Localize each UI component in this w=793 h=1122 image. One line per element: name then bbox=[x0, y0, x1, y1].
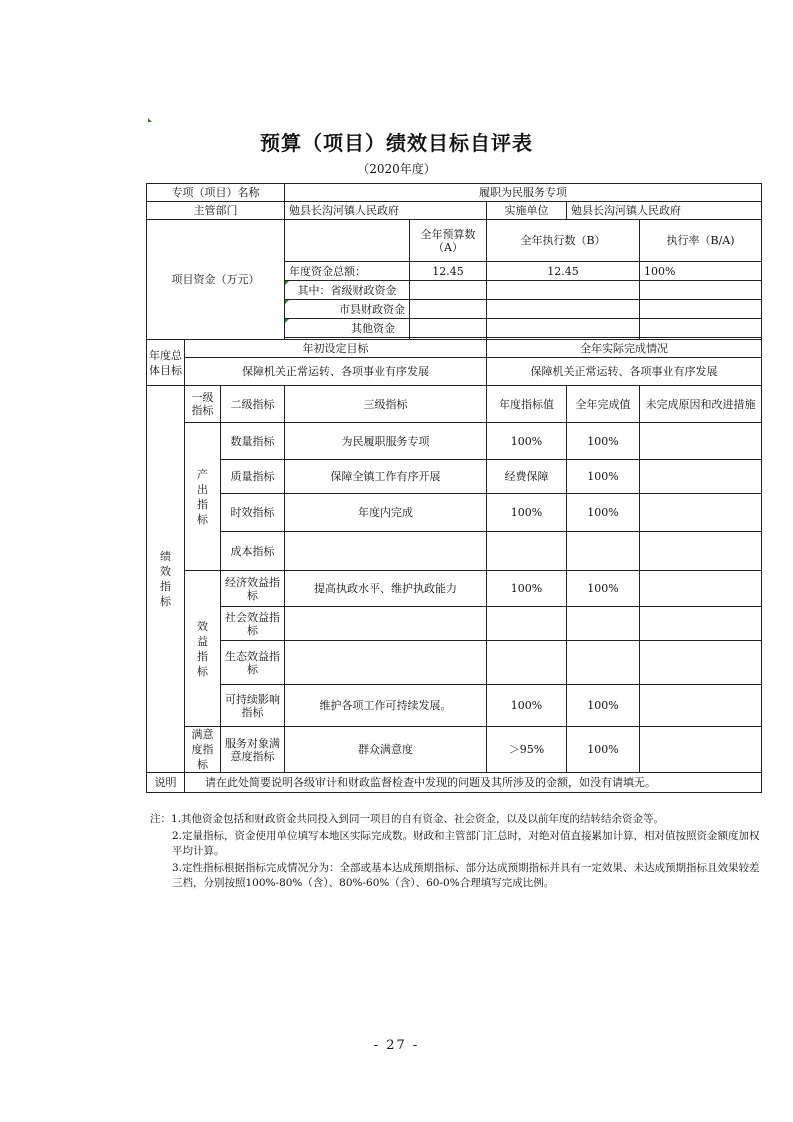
self-evaluation-table bbox=[146, 183, 762, 793]
note-label: 说明 bbox=[147, 773, 185, 793]
dept-row bbox=[147, 202, 762, 220]
indicator-row bbox=[147, 685, 762, 727]
indicator-row bbox=[147, 460, 762, 494]
other-budget bbox=[410, 319, 487, 338]
header-level1: 一级指标 bbox=[185, 386, 221, 423]
footnote-2: 2.定量指标，资金使用单位填写本地区实际完成数。财政和主管部门汇总时，对绝对值直接累加计算，相对值按照资金额度加权平均计算。 bbox=[172, 830, 760, 857]
indicator-row bbox=[147, 727, 762, 773]
target-cell: 100% bbox=[487, 571, 567, 607]
level3-cell: 年度内完成 bbox=[285, 494, 487, 532]
actual-cell bbox=[567, 532, 640, 571]
level2-cell: 生态效益指标 bbox=[221, 641, 285, 685]
note-value: 请在此处简要说明各级审计和财政监督检查中发现的问题及其所涉及的金额，如没有请填无。 bbox=[185, 773, 762, 793]
level3-cell: 保障全镇工作有序开展 bbox=[285, 460, 487, 494]
goal-set-value: 保障机关正常运转、各项事业有序发展 bbox=[185, 358, 487, 386]
reason-cell bbox=[640, 494, 762, 532]
benefit-label: 效益指标 bbox=[185, 571, 221, 727]
level3-cell bbox=[285, 532, 487, 571]
actual-cell: 100% bbox=[567, 423, 640, 460]
dept-value: 勉县长沟河镇人民政府 bbox=[285, 202, 487, 220]
target-cell: 100% bbox=[487, 494, 567, 532]
indicator-row bbox=[147, 532, 762, 571]
level2-cell: 数量指标 bbox=[221, 423, 285, 460]
col-rate: 执行率（B/A) bbox=[640, 220, 762, 262]
actual-cell: 100% bbox=[567, 460, 640, 494]
level3-cell: 提高执政水平、维护执政能力 bbox=[285, 571, 487, 607]
actual-cell bbox=[567, 641, 640, 685]
footnotes bbox=[150, 812, 762, 893]
reason-cell bbox=[640, 607, 762, 641]
goal-actual-header: 全年实际完成情况 bbox=[487, 340, 762, 358]
provincial-budget bbox=[410, 281, 487, 300]
reason-cell bbox=[640, 685, 762, 727]
target-cell: 100% bbox=[487, 423, 567, 460]
level2-cell: 时效指标 bbox=[221, 494, 285, 532]
target-cell: 经费保障 bbox=[487, 460, 567, 494]
actual-cell: 100% bbox=[567, 494, 640, 532]
goal-set-header: 年初设定目标 bbox=[185, 340, 487, 358]
level3-cell bbox=[285, 607, 487, 641]
satisfaction-label: 满意度指标 bbox=[185, 727, 221, 773]
provincial-label: 其中：省级财政资金 bbox=[285, 281, 410, 300]
col-budget: 全年预算数（A） bbox=[410, 220, 487, 262]
actual-cell: 100% bbox=[567, 727, 640, 773]
col-executed: 全年执行数（B） bbox=[487, 220, 640, 262]
header-actual: 全年完成值 bbox=[567, 386, 640, 423]
target-cell bbox=[487, 641, 567, 685]
page-title: 预算（项目）绩效目标自评表 bbox=[260, 131, 533, 155]
actual-cell: 100% bbox=[567, 571, 640, 607]
header-reason: 未完成原因和改进措施 bbox=[640, 386, 762, 423]
impl-value: 勉县长沟河镇人民政府 bbox=[567, 202, 762, 220]
target-cell bbox=[487, 532, 567, 571]
other-executed bbox=[487, 319, 640, 338]
dept-label: 主管部门 bbox=[147, 202, 285, 220]
level2-cell: 成本指标 bbox=[221, 532, 285, 571]
level2-cell: 经济效益指标 bbox=[221, 571, 285, 607]
total-label: 年度资金总额： bbox=[285, 262, 410, 281]
total-rate: 100% bbox=[640, 262, 762, 281]
city-label: 市县财政资金 bbox=[285, 300, 410, 319]
target-cell bbox=[487, 607, 567, 641]
target-cell: ＞95% bbox=[487, 727, 567, 773]
goal-value-row bbox=[147, 358, 762, 386]
header-level3: 三级指标 bbox=[285, 386, 487, 423]
level3-cell bbox=[285, 641, 487, 685]
reason-cell bbox=[640, 460, 762, 494]
city-executed bbox=[487, 300, 640, 319]
header-level2: 二级指标 bbox=[221, 386, 285, 423]
indicator-label: 绩效指标 bbox=[147, 386, 185, 773]
level3-cell: 为民履职服务专项 bbox=[285, 423, 487, 460]
indicator-row bbox=[147, 423, 762, 460]
reason-cell bbox=[640, 641, 762, 685]
city-budget bbox=[410, 300, 487, 319]
year-subtitle: （2020年度） bbox=[357, 162, 436, 176]
header-target: 年度指标值 bbox=[487, 386, 567, 423]
total-executed: 12.45 bbox=[487, 262, 640, 281]
footnote-3: 3.定性指标根据指标完成情况分为：全部或基本达成预期指标、部分达成预期指标并具有一定效果、未达成预期指标且效果较差三档，分别按照100%-80%（含）、80%-60%（含）、60-0%合理填写完成比例。 bbox=[172, 862, 760, 889]
provincial-executed bbox=[487, 281, 640, 300]
funds-header-row bbox=[147, 220, 762, 262]
page-number: - 27 - bbox=[373, 1038, 420, 1053]
note-row bbox=[147, 773, 762, 793]
reason-cell bbox=[640, 423, 762, 460]
output-label: 产出指标 bbox=[185, 423, 221, 571]
indicator-row bbox=[147, 571, 762, 607]
level2-cell: 质量指标 bbox=[221, 460, 285, 494]
level2-cell: 可持续影响指标 bbox=[221, 685, 285, 727]
other-rate bbox=[640, 319, 762, 338]
level2-cell: 服务对象满意度指标 bbox=[221, 727, 285, 773]
city-rate bbox=[640, 300, 762, 319]
indicator-row bbox=[147, 641, 762, 685]
funds-label: 项目资金（万元） bbox=[147, 220, 285, 340]
goal-header-row bbox=[147, 340, 762, 358]
corner-mark bbox=[148, 118, 152, 122]
project-row bbox=[147, 184, 762, 202]
funds-blank bbox=[285, 220, 410, 262]
goal-label: 年度总体目标 bbox=[147, 340, 185, 386]
total-budget: 12.45 bbox=[410, 262, 487, 281]
reason-cell bbox=[640, 532, 762, 571]
level2-cell: 社会效益指标 bbox=[221, 607, 285, 641]
indicator-row bbox=[147, 607, 762, 641]
level3-cell: 维护各项工作可持续发展。 bbox=[285, 685, 487, 727]
footnote-1: 注：1.其他资金包括和财政资金共同投入到同一项目的自有资金、社会资金，以及以前年度的结转结余资金等。 bbox=[150, 813, 665, 825]
other-label: 其他资金 bbox=[285, 319, 410, 338]
impl-label: 实施单位 bbox=[487, 202, 567, 220]
project-value: 履职为民服务专项 bbox=[285, 184, 762, 202]
reason-cell bbox=[640, 727, 762, 773]
project-label: 专项（项目）名称 bbox=[147, 184, 285, 202]
indicator-row bbox=[147, 494, 762, 532]
actual-cell: 100% bbox=[567, 685, 640, 727]
target-cell: 100% bbox=[487, 685, 567, 727]
level3-cell: 群众满意度 bbox=[285, 727, 487, 773]
goal-actual-value: 保障机关正常运转、各项事业有序发展 bbox=[487, 358, 762, 386]
provincial-rate bbox=[640, 281, 762, 300]
reason-cell bbox=[640, 571, 762, 607]
indicator-header-row bbox=[147, 386, 762, 423]
actual-cell bbox=[567, 607, 640, 641]
